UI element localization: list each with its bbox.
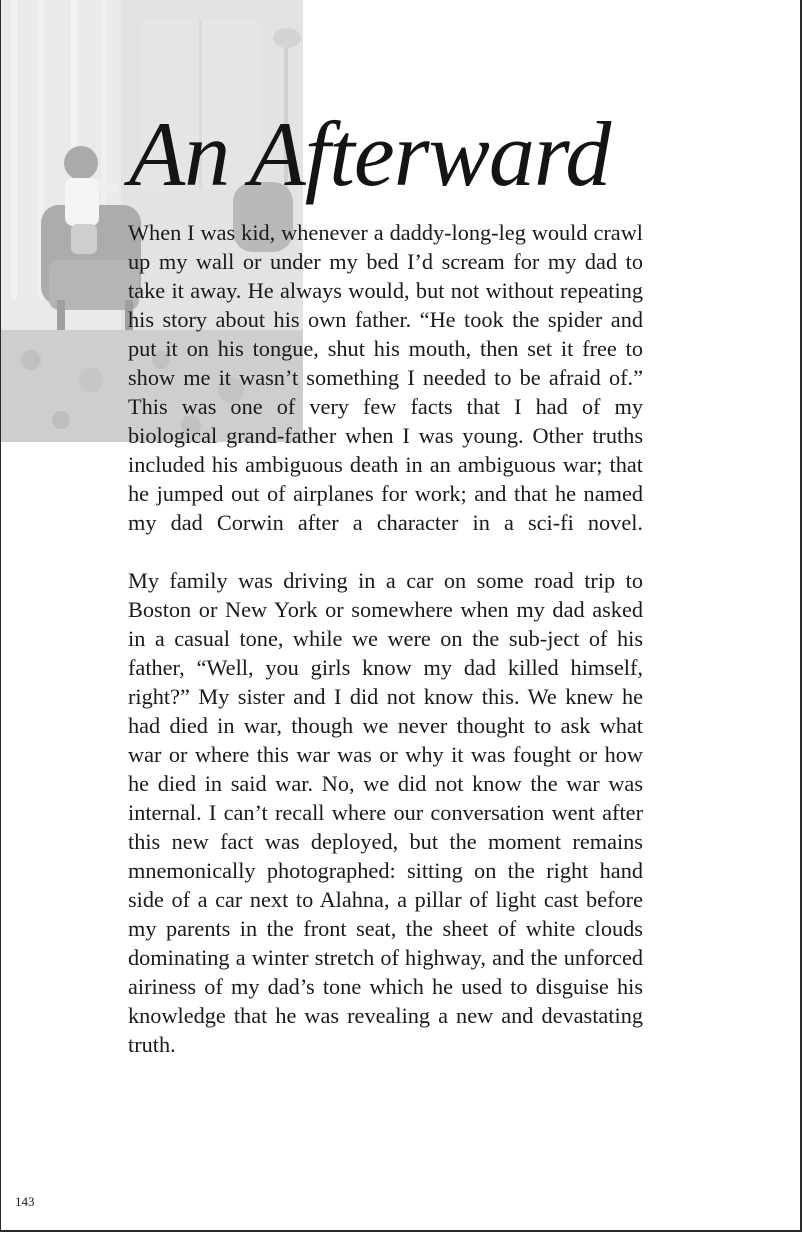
paragraph-1: When I was kid, whenever a daddy-long-leg would crawl up my wall or under my bed I’d scream for my dad to take it away. He always would, but not without repeating his story about his own father. “He took the spider and put it on his tongue, shut his mouth, then set it free to show me it wasn’t something I needed to be afraid of.” This was one of very few facts that I had of my biological grand-father when I was young. Other truths included his ambiguous death in an ambiguous war; that he jumped out of airplanes for work; and that he named my dad Corwin after a character in a sci-fi novel. <box>128 220 643 535</box>
page-title: An Afterward <box>129 103 611 205</box>
page-number: 143 <box>15 1194 35 1209</box>
body-text <box>128 218 643 1088</box>
paragraph-2: My family was driving in a car on some road trip to Boston or New York or somewhere when my dad asked in a casual tone, while we were on the sub-ject of his father, “Well, you girls know my dad killed himself, right?” My sister and I did not know this. We knew he had died in war, though we never thought to ask what war or where this war was or why it was fought or how he died in said war. No, we did not know the war was internal. I can’t recall where our conversation went after this new fact was deployed, but the moment remains mnemonically photographed: sitting on the right hand side of a car next to Alahna, a pillar of light cast before my parents in the front seat, the sheet of white clouds dominating a winter stretch of highway, and the unforced airiness of my dad’s tone which he used to disguise his knowledge that he was revealing a new and devastating truth. <box>128 568 643 1057</box>
